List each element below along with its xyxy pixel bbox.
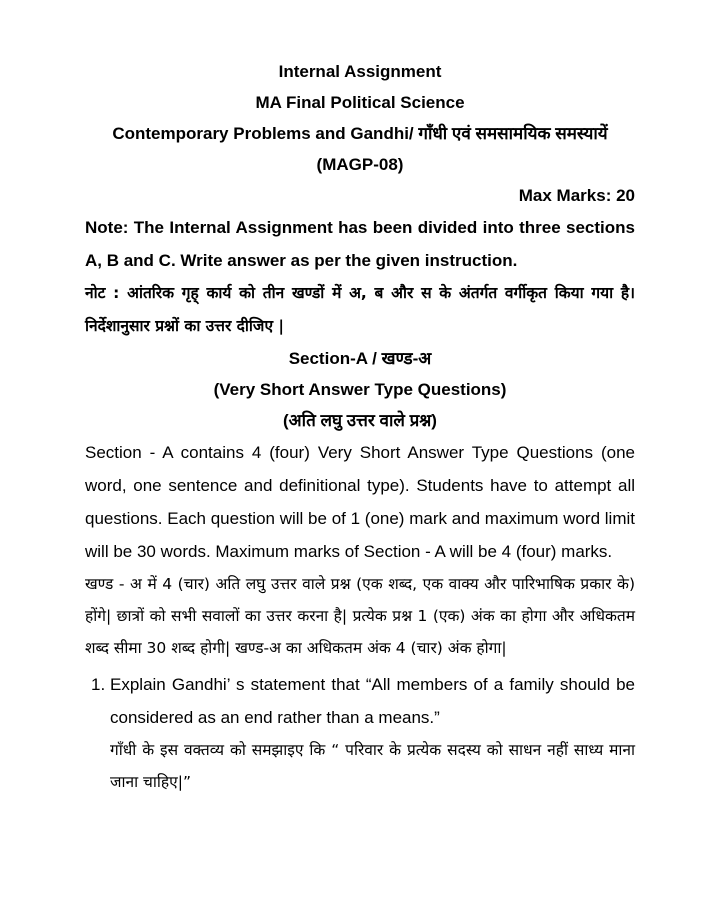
program-name: MA Final Political Science [255,93,465,112]
section-a-instructions-hindi: खण्ड - अ में 4 (चार) अति लघु उत्तर वाले प्रश्न (एक शब्द, एक वाक्य और पारिभाषिक प्रकार के) होंगे| छात्रों को सभी सवालों का उत्तर करना है| प्रत्येक प्रश्न 1 (एक) अंक का होगा और अधिकतम शब्द सीमा 30 शब्द होगी| खण्ड-अ का अधिकतम अंक 4 (चार) अंक होगा| [85,575,635,657]
question-number: 1. [91,675,106,694]
section-a-heading: Section-A / खण्ड-अ [288,349,432,368]
note-hindi: नोट : आंतरिक गृह् कार्य को तीन खण्डों में अ, ब और स के अंतर्गत वर्गीकृत किया गया है। निर्देशानुसार प्रश्नों का उत्तर दीजिए | [85,284,635,335]
note-english: Note: The Internal Assignment has been divided into three sections A, B and C. Write answer as per the given instruction. [85,218,635,270]
assignment-page [85,56,635,798]
course-title: Contemporary Problems and Gandhi/ गाँधी एवं समसामयिक समस्यायें [112,124,608,143]
question-item [85,668,635,798]
course-code: (MAGP-08) [316,155,404,174]
section-a-instructions-english: Section - A contains 4 (four) Very Short Answer Type Questions (one word, one sentence and definitional type). Students have to attempt all questions. Each question will be of 1 (one) mark and maximum word limit will be 30 words. Maximum marks of Section - A will be 4 (four) marks. [85,443,635,561]
max-marks: Max Marks: 20 [518,186,635,205]
question-text-hindi: गाँधी के इस वक्तव्य को समझाइए कि “ परिवार के प्रत्येक सदस्य को साधन नहीं साध्य माना जाना चाहिए|” [110,741,635,791]
question-text-english: Explain Gandhi’ s statement that “All members of a family should be considered as an end rather than a means.” [110,675,635,727]
section-a-subheading-hindi: (अति लघु उत्तर वाले प्रश्न) [283,411,437,430]
section-a-subheading-english: (Very Short Answer Type Questions) [213,380,507,399]
document-title: Internal Assignment [278,62,442,81]
